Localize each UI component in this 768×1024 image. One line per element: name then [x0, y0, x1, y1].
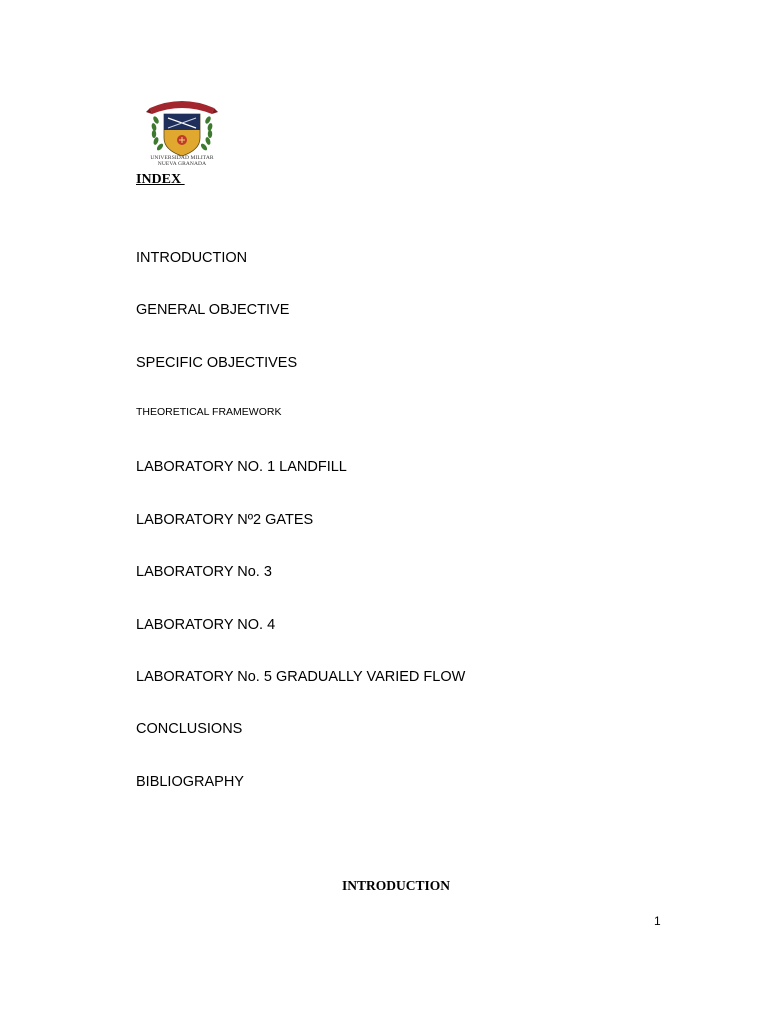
- university-name-line1: UNIVERSIDAD MILITAR: [150, 155, 214, 161]
- toc-item-introduction: INTRODUCTION: [136, 250, 248, 266]
- toc-item-laboratory-3: LABORATORY No. 3: [136, 564, 272, 580]
- toc-item-bibliography: BIBLIOGRAPHY: [136, 774, 244, 790]
- shield-icon: [164, 114, 200, 156]
- motto-banner-icon: [150, 101, 214, 114]
- university-name-line2: NUEVA GRANADA: [157, 161, 207, 167]
- toc-item-laboratory-2: LABORATORY Nº2 GATES: [136, 512, 314, 528]
- laurel-left-icon: [151, 115, 164, 151]
- laurel-right-icon: [200, 115, 213, 151]
- university-name: [150, 155, 214, 167]
- toc-item-theoretical-framework: THEORETICAL FRAMEWORK: [136, 406, 282, 418]
- toc-item-laboratory-4: LABORATORY NO. 4: [136, 617, 276, 633]
- toc-item-laboratory-1: LABORATORY NO. 1 LANDFILL: [136, 459, 347, 475]
- toc-item-specific-objectives: SPECIFIC OBJECTIVES: [136, 355, 298, 371]
- index-heading: INDEX: [136, 172, 185, 187]
- page-number: 1: [654, 914, 661, 928]
- toc-item-conclusions: CONCLUSIONS: [136, 721, 243, 737]
- toc-item-general-objective: GENERAL OBJECTIVE: [136, 302, 290, 318]
- introduction-heading: INTRODUCTION: [342, 878, 451, 893]
- toc-item-laboratory-5: LABORATORY No. 5 GRADUALLY VARIED FLOW: [136, 669, 466, 685]
